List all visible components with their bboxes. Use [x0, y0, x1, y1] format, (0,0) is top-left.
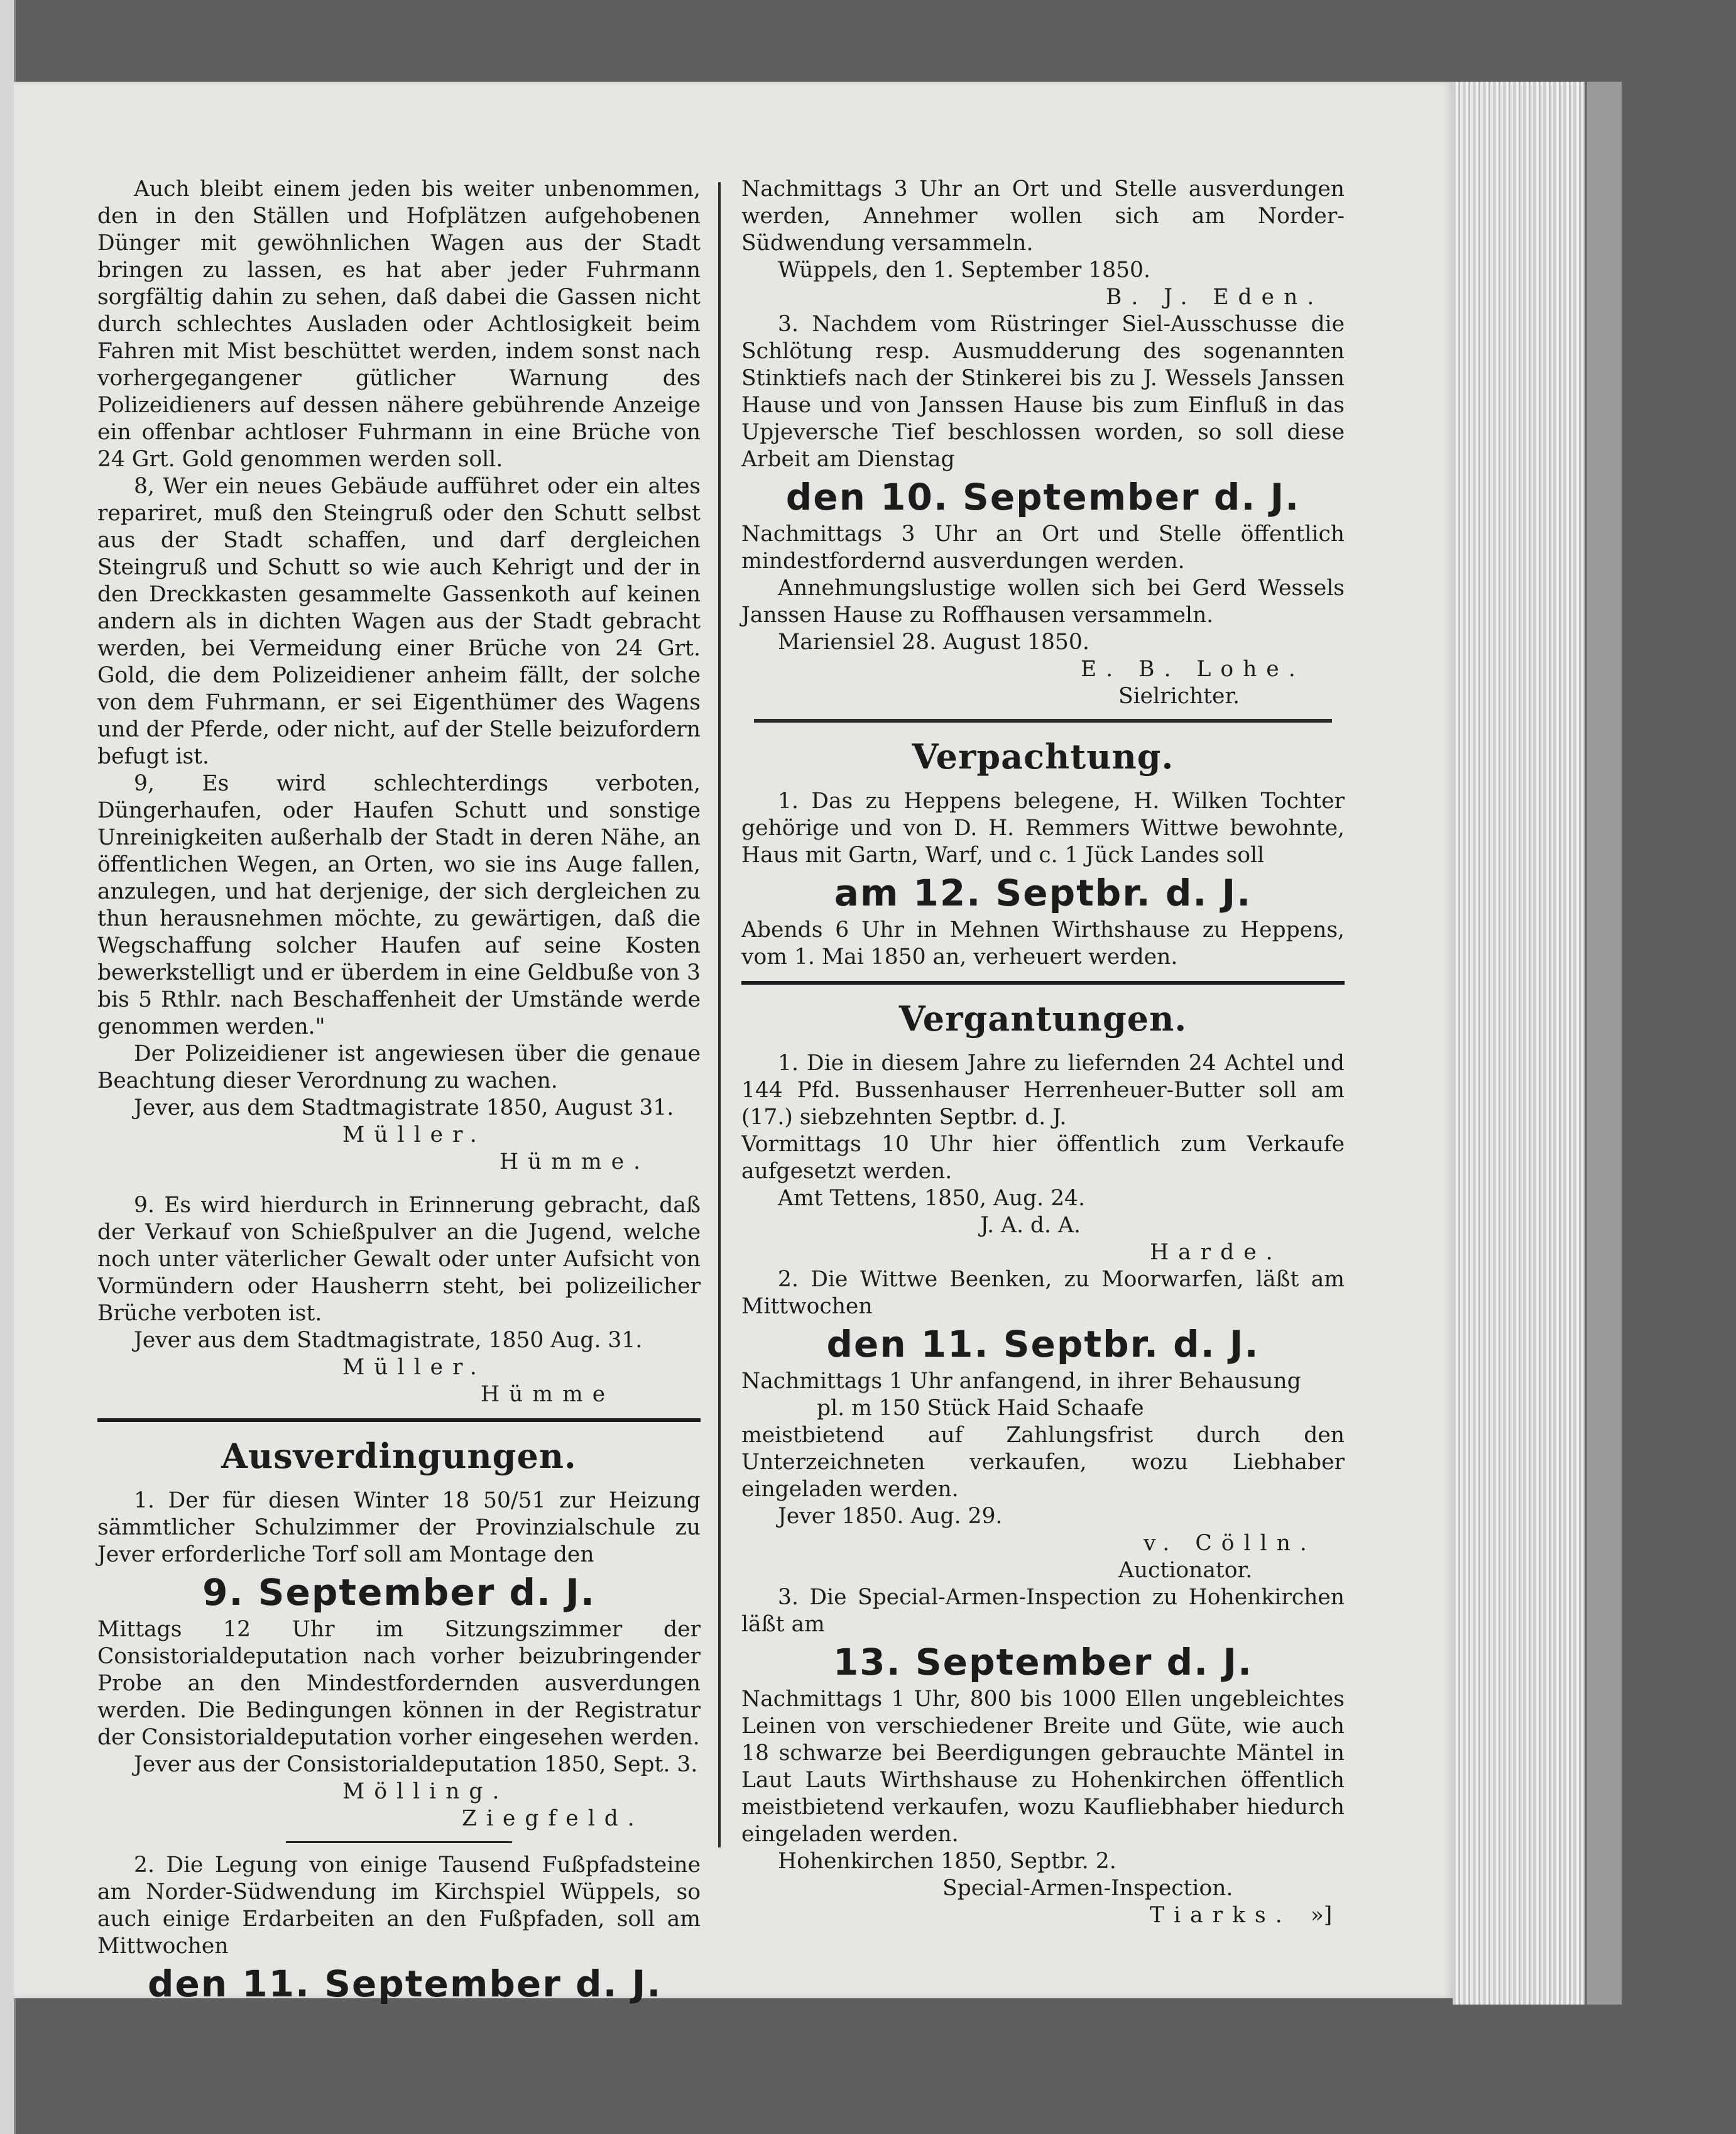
notice-3: 3. Nachdem vom Rüstringer Siel-Ausschusse die Schlötung resp. Ausmudderung des sogenannten Stinktiefs nach der Stinkerei bis zu J. Wessels Janssen Hause und von Janssen Hause bis zum Einfluß in das Upjeversche Tief beschlossen worden, so soll diese Arbeit am Dienstag	[741, 312, 1345, 472]
notice-date: am 12. Septbr. d. J.	[834, 872, 1252, 914]
left-column	[97, 176, 701, 2008]
notice-date: den 11. September d. J.	[148, 1962, 662, 2005]
signature-title: Sielrichter.	[1118, 684, 1240, 709]
notice-3-details: Annehmungslustige wollen sich bei Gerd Wessels Janssen Hause zu Roffhausen versammeln.	[741, 576, 1345, 628]
signature: v. Cölln.	[1144, 1531, 1316, 1556]
auction-notice-2: 2. Die Wittwe Beenken, zu Moorwarfen, läßt am Mittwochen	[741, 1267, 1345, 1319]
auction-notice-3: 3. Die Special-Armen-Inspection zu Hohenkirchen läßt am	[741, 1585, 1345, 1637]
auction-notice-2-details: Nachmittags 1 Uhr anfangend, in ihrer Behausung	[741, 1369, 1301, 1394]
paragraph-gunpowder: 9. Es wird hierdurch in Erinnerung gebracht, daß der Verkauf von Schießpulver an die Jugend, welche noch unter väterlicher Gewalt oder unter Aufsicht von Vormündern oder Hausherrn steht, bei polizeilicher Brüche verboten ist.	[97, 1193, 701, 1326]
lease-notice-1-details: Abends 6 Uhr in Mehnen Wirthshause zu Heppens, vom 1. Mai 1850 an, verheuert werden.	[741, 917, 1345, 970]
section-heading: Vergantungen.	[898, 999, 1187, 1039]
signature: Ziegfeld.	[462, 1806, 644, 1831]
dateline: Mariensiel 28. August 1850.	[778, 630, 1089, 655]
auction-notice-3-details: Nachmittags 1 Uhr, 800 bis 1000 Ellen ungebleichtes Leinen von verschiedener Breite und Güte, wie auch 18 schwarze bei Beerdigungen gebrauchte Mäntel in Laut Lauts Wirthshause zu Hohenkirchen öffentlich meistbietend verkaufen, wozu Kaufliebhaber hiedurch eingeladen werden.	[741, 1687, 1345, 1847]
dateline: Jever aus der Consistorialdeputation 1850, Sept. 3.	[134, 1752, 698, 1777]
section-divider	[754, 719, 1332, 723]
notice-2-continued: Nachmittags 3 Uhr an Ort und Stelle ausverdungen werden, Annehmer wollen sich am Norder-Südwendung versammeln.	[741, 177, 1345, 256]
signature: Harde.	[1150, 1240, 1282, 1265]
signature: E. B. Lohe.	[1081, 657, 1305, 682]
notice-date: 13. September d. J.	[833, 1641, 1253, 1683]
auction-notice-1-details: Vormittags 10 Uhr hier öffentlich zum Verkaufe aufgesetzt werden.	[741, 1132, 1345, 1184]
book-cover	[1585, 82, 1622, 2005]
signature: Hümme.	[500, 1149, 650, 1174]
divider	[286, 1841, 512, 1843]
section-heading: Ausverdingungen.	[221, 1436, 577, 1476]
paragraph-8: 8, Wer ein neues Gebäude aufführet oder ein altes repariret, muß den Steingruß oder den Schutt selbst aus der Stadt schaffen, und darf dergleichen Steingruß und Schutt so wie auch Kehrigt und der in den Dreckkasten gesammelte Gassenkoth auf keinen andern als in dichten Wagen aus der Stadt gebracht werden, bei Vermeidung einer Brüche von 24 Grt. Gold, die dem Polizeidiener anheim fällt, der solche von dem Fuhrmann, er sei Eigenthümer des Wagens und der Pferde, oder nicht, auf der Stelle beizufordern befugt ist.	[97, 474, 701, 769]
signature: B. J. Eden.	[1106, 285, 1324, 310]
signature-title: Auctionator.	[1118, 1558, 1253, 1583]
dateline: Hohenkirchen 1850, Septbr. 2.	[778, 1849, 1116, 1874]
paragraph-9: 9, Es wird schlechterdings verboten, Düngerhaufen, oder Haufen Schutt und sonstige Unreinigkeiten außerhalb der Stadt in deren Nähe, an öffentlichen Wegen, an Orten, wo sie ins Auge fallen, anzulegen, und hat derjenige, der sich dergleichen zu thun herausnehmen möchte, zu gewärtigen, daß die Wegschaffung solcher Haufen auf seine Kosten bewerkstelligt und er überdem in eine Geldbuße von 3 bis 5 Rthlr. nach Beschaffenheit der Umstände werde genommen werden."	[97, 771, 701, 1039]
dateline: Jever 1850. Aug. 29.	[778, 1504, 1003, 1529]
notice-date: 9. September d. J.	[202, 1571, 596, 1614]
dateline: Wüppels, den 1. September 1850.	[778, 258, 1150, 283]
paragraph-police: Der Polizeidiener ist angewiesen über die genaue Beachtung dieser Verordnung zu wachen.	[97, 1041, 701, 1093]
auction-notice-2-details: pl. m 150 Stück Haid Schaafe	[817, 1396, 1144, 1421]
dateline: Amt Tettens, 1850, Aug. 24.	[778, 1186, 1085, 1211]
signature: Müller.	[342, 1122, 486, 1147]
section-divider	[741, 981, 1345, 985]
notice-1: 1. Der für diesen Winter 18 50/51 zur Heizung sämmtlicher Schulzimmer der Provinzialschule zu Jever erforderliche Torf soll am Montage den	[97, 1488, 701, 1567]
section-heading: Verpachtung.	[912, 736, 1174, 777]
signature: J. A. d. A.	[980, 1213, 1081, 1238]
dateline: Jever aus dem Stadtmagistrate, 1850 Aug. 31.	[134, 1328, 643, 1353]
auction-notice-1: 1. Die in diesem Jahre zu liefernden 24 Achtel und 144 Pfd. Bussenhauser Herrenheuer-Butter soll am (17.) siebzehnten Septbr. d. J.	[741, 1051, 1345, 1130]
notice-date: den 11. Septbr. d. J.	[826, 1323, 1260, 1365]
signature: Hümme	[481, 1382, 615, 1407]
page-edges	[1453, 82, 1585, 2005]
paragraph-manure: Auch bleibt einem jeden bis weiter unbenommen, den in den Ställen und Hofplätzen aufgehobenen Dünger mit gewöhnlichen Wagen aus der Stadt bringen zu lassen, es hat aber jeder Fuhrmann sorgfältig dahin zu sehen, daß dabei die Gassen nicht durch schlechtes Ausladen oder Achtlosigkeit beim Fahren mit Mist beschüttet werden, indem sonst nach vorhergegangener gütlicher Warnung des Polizeidieners auf dessen nähere gebührende Anzeige ein offenbar achtloser Fuhrmann in eine Brüche von 24 Grt. Gold genommen werden soll.	[97, 177, 701, 472]
dateline: Jever, aus dem Stadtmagistrate 1850, August 31.	[134, 1095, 674, 1120]
notice-1-details: Mittags 12 Uhr im Sitzungszimmer der Consistorialdeputation nach vorher beizubringender Probe an den Mindestfordernden ausverdungen werden. Die Bedingungen können in der Registratur der Consistorialdeputation vorher eingesehen werden.	[97, 1617, 701, 1750]
signature: Tiarks.	[1150, 1903, 1292, 1928]
signature: Mölling.	[342, 1779, 509, 1804]
notice-3-details: Nachmittags 3 Uhr an Ort und Stelle öffentlich mindestfordernd ausverdungen werden.	[741, 522, 1345, 574]
auction-notice-2-details: meistbietend auf Zahlungsfrist durch den Unterzeichneten verkaufen, wozu Liebhaber eingeladen werden.	[741, 1423, 1345, 1502]
right-column	[741, 176, 1345, 1929]
notice-date: den 10. September d. J.	[785, 476, 1301, 518]
signature: Müller.	[342, 1355, 486, 1380]
signature-line	[741, 1902, 1345, 1929]
section-divider	[97, 1418, 701, 1422]
signature-title: Special-Armen-Inspection.	[942, 1876, 1233, 1901]
catchword: »]	[1310, 1903, 1333, 1928]
column-divider	[718, 182, 721, 1847]
notice-2: 2. Die Legung von einige Tausend Fußpfadsteine am Norder-Südwendung im Kirchspiel Wüppels, so auch einige Erdarbeiten an den Fußpfaden, soll am Mittwochen	[97, 1852, 701, 1959]
lease-notice-1: 1. Das zu Heppens belegene, H. Wilken Tochter gehörige und von D. H. Remmers Wittwe bewohnte, Haus mit Gartn, Warf, und c. 1 Jück Landes soll	[741, 789, 1345, 868]
